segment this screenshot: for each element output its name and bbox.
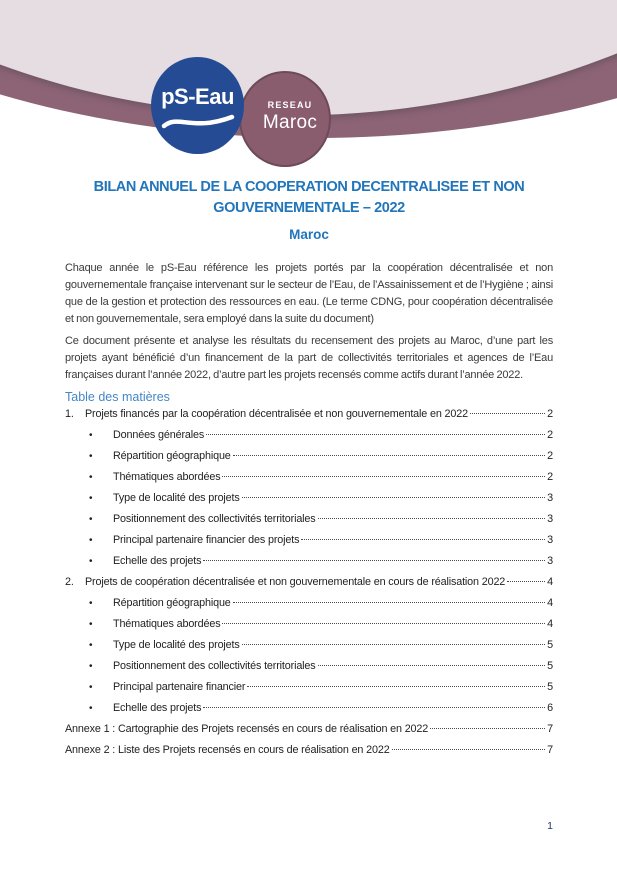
- toc-heading: Table des matières: [65, 390, 170, 404]
- toc-entry-page-number: 7: [547, 723, 553, 735]
- toc-entry[interactable]: [65, 702, 553, 723]
- toc-entry[interactable]: [65, 534, 553, 555]
- toc-entry[interactable]: [65, 408, 553, 429]
- toc-entry-page-number: 2: [547, 450, 553, 462]
- toc-entry-marker: •: [89, 703, 93, 714]
- toc-entry-marker: •: [89, 661, 93, 672]
- toc-entry-marker: •: [89, 682, 93, 693]
- cover-header: [0, 0, 617, 205]
- toc-entry-page-number: 6: [547, 702, 553, 714]
- toc-entry-marker: •: [89, 535, 93, 546]
- document-subtitle: Maroc: [289, 227, 329, 242]
- document-title: [65, 177, 553, 218]
- toc-entry-marker: •: [89, 493, 93, 504]
- toc-entry-page-number: 4: [547, 597, 553, 609]
- toc-entry-page-number: 3: [547, 555, 553, 567]
- toc-dot-leader: [222, 623, 545, 624]
- toc-dot-leader: [318, 665, 546, 666]
- toc-dot-leader: [222, 476, 545, 477]
- toc-entry-page-number: 4: [547, 576, 553, 588]
- toc-entry[interactable]: [65, 492, 553, 513]
- toc-entry-page-number: 4: [547, 618, 553, 630]
- toc-entry-label: Principal partenaire financier des projets: [113, 534, 300, 546]
- toc-entry-label: Thématiques abordées: [113, 618, 221, 630]
- toc-entry[interactable]: [65, 513, 553, 534]
- toc-dot-leader: [233, 455, 545, 456]
- toc-dot-leader: [430, 728, 545, 729]
- toc-entry-label: Echelle des projets: [113, 555, 202, 567]
- wave-icon: [160, 111, 236, 133]
- toc-dot-leader: [247, 686, 545, 687]
- toc-entry-page-number: 2: [547, 429, 553, 441]
- toc-entry-page-number: 7: [547, 744, 553, 756]
- toc-entry-page-number: 2: [547, 408, 553, 420]
- toc-entry-marker: •: [89, 556, 93, 567]
- toc-dot-leader: [318, 518, 546, 519]
- toc-dot-leader: [203, 707, 545, 708]
- toc-entry-label: Principal partenaire financier: [113, 681, 246, 693]
- page-content: [65, 177, 553, 765]
- toc-entry-page-number: 3: [547, 513, 553, 525]
- toc-dot-leader: [242, 644, 546, 645]
- toc-entry-label: Type de localité des projets: [113, 492, 240, 504]
- toc-entry-page-number: 5: [547, 639, 553, 651]
- ps-eau-label: pS-Eau: [161, 84, 234, 109]
- toc-entry[interactable]: [65, 681, 553, 702]
- toc-entry-label: Thématiques abordées: [113, 471, 221, 483]
- toc-entry-marker: •: [89, 598, 93, 609]
- table-of-contents: [65, 408, 553, 765]
- toc-entry-page-number: 2: [547, 471, 553, 483]
- toc-entry[interactable]: [65, 597, 553, 618]
- toc-entry[interactable]: [65, 429, 553, 450]
- toc-entry-label: Positionnement des collectivités territoriales: [113, 660, 316, 672]
- toc-dot-leader: [233, 602, 545, 603]
- reseau-maroc-badge: [239, 71, 331, 167]
- toc-dot-leader: [392, 749, 546, 750]
- toc-entry[interactable]: [65, 555, 553, 576]
- document-title-line2: GOUVERNEMENTALE – 2022: [213, 199, 405, 216]
- toc-dot-leader: [203, 560, 545, 561]
- toc-dot-leader: [470, 413, 545, 414]
- toc-entry-marker: •: [89, 472, 93, 483]
- toc-entry-page-number: 3: [547, 534, 553, 546]
- toc-entry-label: Annexe 2 : Liste des Projets recensés en cours de réalisation en 2022: [65, 744, 390, 756]
- toc-dot-leader: [242, 497, 546, 498]
- toc-entry[interactable]: [65, 576, 553, 597]
- reseau-label: RESEAU: [267, 100, 313, 110]
- toc-entry-marker: 1.: [65, 408, 74, 420]
- toc-entry-label: Répartition géographique: [113, 597, 231, 609]
- toc-entry-marker: •: [89, 619, 93, 630]
- toc-entry-label: Type de localité des projets: [113, 639, 240, 651]
- toc-entry-marker: 2.: [65, 576, 74, 588]
- toc-entry[interactable]: [65, 639, 553, 660]
- toc-entry-page-number: 5: [547, 660, 553, 672]
- toc-entry[interactable]: [65, 660, 553, 681]
- toc-entry[interactable]: [65, 744, 553, 765]
- toc-entry-marker: •: [89, 430, 93, 441]
- maroc-label: Maroc: [262, 112, 318, 133]
- page-number: 1: [547, 820, 553, 832]
- toc-entry[interactable]: [65, 618, 553, 639]
- toc-entry-label: Positionnement des collectivités territoriales: [113, 513, 316, 525]
- intro-paragraph-2: Ce document présente et analyse les résultats du recensement des projets au Maroc, d’une part les projets ayant bénéficié d’un financement de la part de collectivités territoriales et agences de l’Eau françaises durant l’année 2022, d’autre part les projets recensés comme actifs durant l’année 2022.: [65, 335, 553, 381]
- toc-entry-label: Annexe 1 : Cartographie des Projets recensés en cours de réalisation en 2022: [65, 723, 429, 735]
- toc-entry-marker: •: [89, 514, 93, 525]
- toc-entry-label: Projets de coopération décentralisée et non gouvernementale en cours de réalisation 2022: [85, 576, 506, 588]
- toc-entry[interactable]: [65, 723, 553, 744]
- toc-entry[interactable]: [65, 450, 553, 471]
- toc-dot-leader: [507, 581, 545, 582]
- toc-entry-page-number: 3: [547, 492, 553, 504]
- toc-entry-label: Projets financés par la coopération décentralisée et non gouvernementale en 2022: [85, 408, 468, 420]
- toc-entry-page-number: 5: [547, 681, 553, 693]
- toc-entry-label: Echelle des projets: [113, 702, 202, 714]
- ps-eau-logo: [151, 57, 244, 154]
- toc-entry-label: Répartition géographique: [113, 450, 231, 462]
- toc-entry-marker: •: [89, 640, 93, 651]
- toc-entry-label: Données générales: [113, 429, 205, 441]
- toc-dot-leader: [301, 539, 545, 540]
- toc-entry-marker: •: [89, 451, 93, 462]
- toc-dot-leader: [206, 434, 545, 435]
- intro-paragraph-1: Chaque année le pS-Eau référence les projets portés par la coopération décentralisée et non gouvernementale française intervenant sur le secteur de l’Eau, de l’Assainissement et de l’Hygiène ; ainsi que de la gestion et protection des ressources en eau. (Le terme CDNG, pour coopération décentralisée et non gouvernementale, sera employé dans la suite du document): [65, 262, 553, 325]
- document-title-line1: BILAN ANNUEL DE LA COOPERATION DECENTRALISEE ET NON: [93, 179, 525, 195]
- toc-entry[interactable]: [65, 471, 553, 492]
